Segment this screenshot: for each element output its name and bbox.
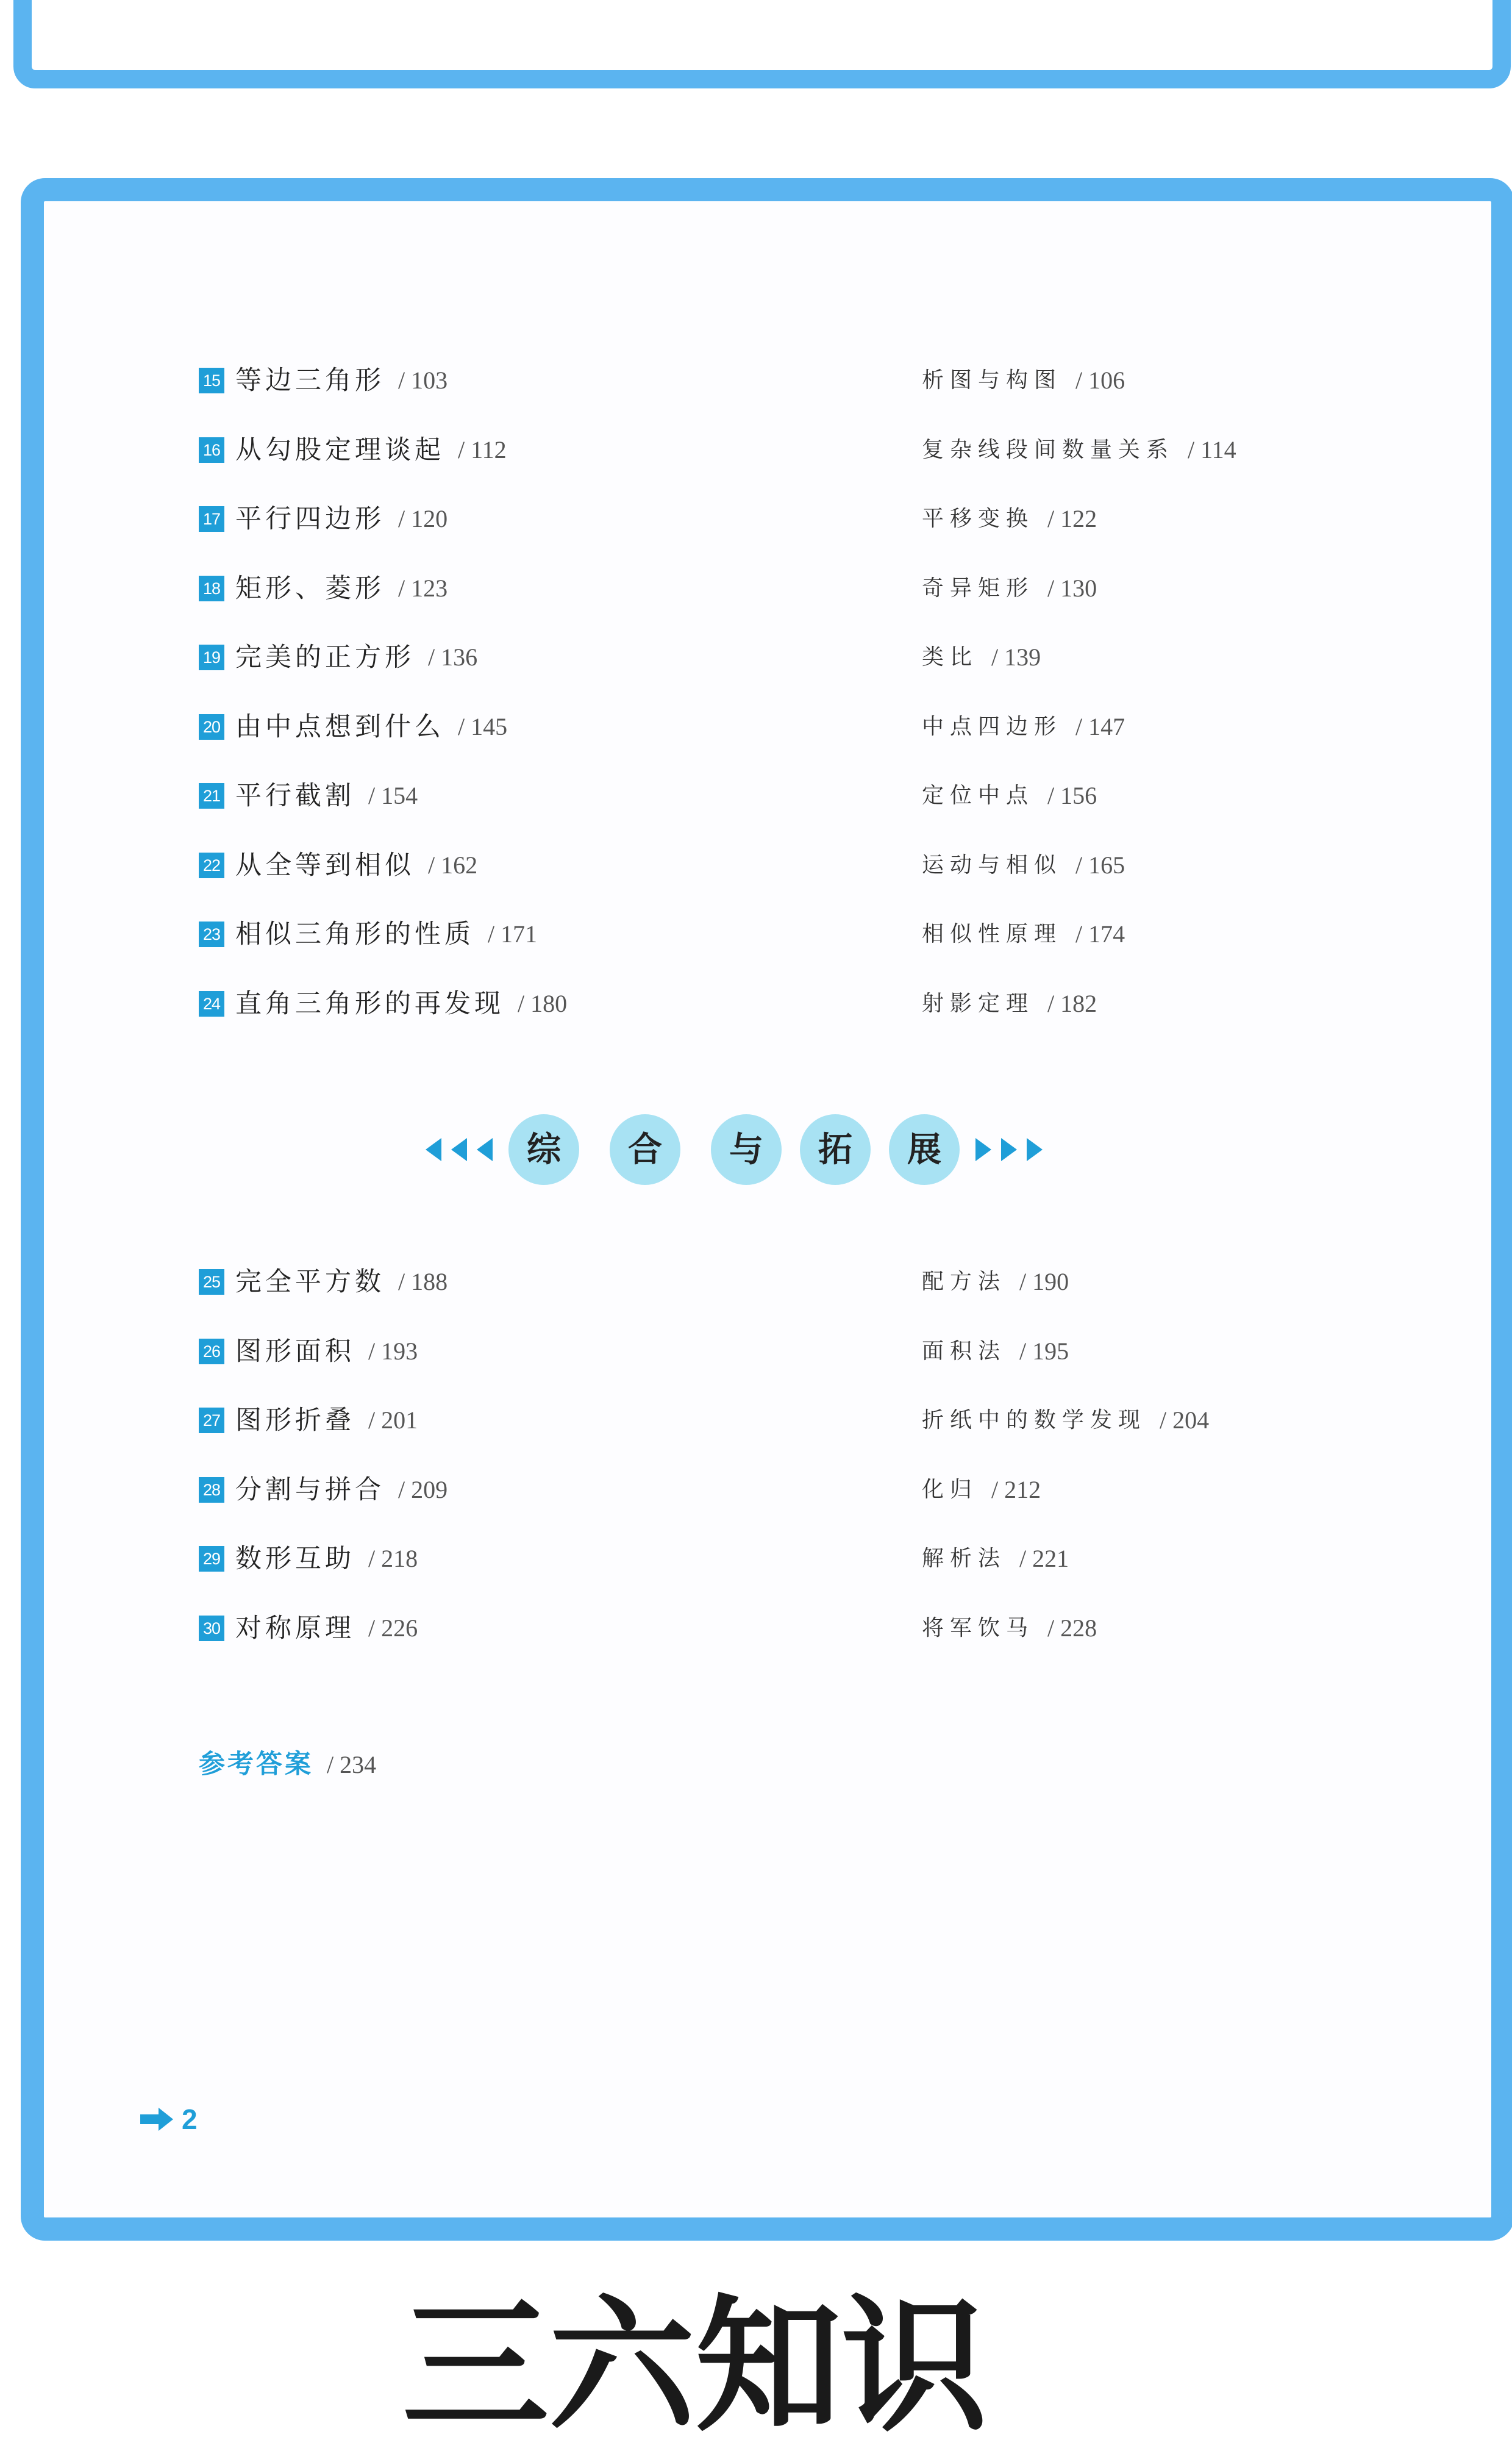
sub-topic-title: 将军饮马: [922, 1615, 1035, 1641]
toc-sub-entry[interactable]: [922, 1611, 1097, 1645]
chapter-page: / 136: [428, 643, 478, 671]
toc-entry[interactable]: [199, 848, 477, 882]
toc-entry[interactable]: [199, 502, 448, 536]
chapter-number-badge: 24: [199, 991, 224, 1017]
chapter-number-badge: 27: [199, 1408, 224, 1433]
toc-sub-entry[interactable]: [922, 710, 1125, 744]
answers-page: / 234: [327, 1751, 377, 1778]
sub-topic-title: 折纸中的数学发现: [922, 1408, 1147, 1433]
toc-sub-entry[interactable]: [922, 433, 1236, 467]
sub-topic-title: 运动与相似: [922, 852, 1063, 878]
chapter-page: / 180: [518, 989, 568, 1017]
chapter-number-badge: 30: [199, 1616, 224, 1641]
chapter-title: 图形折叠: [235, 1405, 355, 1436]
chapter-page: / 218: [368, 1545, 418, 1572]
section-banner: [421, 1113, 1047, 1186]
sub-topic-title: 析图与构图: [922, 368, 1063, 393]
sub-topic-title: 奇异矩形: [922, 575, 1035, 601]
sub-topic-page: / 106: [1075, 367, 1125, 394]
toc-entry[interactable]: [199, 710, 507, 744]
toc-entry[interactable]: [199, 987, 567, 1021]
triangle-left-icon: [477, 1138, 493, 1161]
chapter-page: / 201: [368, 1406, 418, 1434]
sub-topic-page: / 139: [991, 643, 1041, 671]
sub-topic-title: 配方法: [922, 1269, 1007, 1294]
banner-char: 合: [610, 1114, 680, 1185]
toc-entry[interactable]: [199, 1403, 418, 1437]
answers-label: 参考答案: [199, 1749, 313, 1780]
chapter-page: / 226: [368, 1614, 418, 1642]
toc-entry[interactable]: [199, 640, 477, 675]
toc-entry[interactable]: [199, 1542, 418, 1576]
chapter-title: 完全平方数: [235, 1267, 385, 1297]
toc-entry[interactable]: [199, 571, 448, 606]
chapter-title: 对称原理: [235, 1612, 355, 1644]
sub-topic-title: 相似性原理: [922, 922, 1063, 947]
chapter-page: / 123: [398, 574, 448, 602]
page-number: [140, 2103, 198, 2136]
chapter-number-badge: 16: [199, 437, 224, 463]
sub-topic-title: 射影定理: [922, 990, 1035, 1016]
toc-sub-entry[interactable]: [922, 848, 1125, 882]
chapter-page: / 112: [458, 435, 507, 463]
toc-sub-entry[interactable]: [922, 917, 1125, 951]
triangle-right-icon: [1027, 1138, 1043, 1161]
chapter-number-badge: 29: [199, 1546, 224, 1572]
chapter-page: / 193: [368, 1337, 418, 1365]
sub-topic-title: 中点四边形: [922, 714, 1063, 739]
chapter-title: 数形互助: [235, 1544, 355, 1574]
triangle-left-icon: [451, 1138, 467, 1161]
sub-topic-page: / 130: [1047, 574, 1097, 602]
chapter-title: 矩形、菱形: [235, 573, 385, 604]
chapter-number-badge: 28: [199, 1477, 224, 1503]
chapter-page: / 120: [398, 505, 448, 532]
sub-topic-title: 定位中点: [922, 783, 1035, 808]
toc-sub-entry[interactable]: [922, 987, 1097, 1021]
sub-topic-page: / 182: [1047, 989, 1097, 1017]
chapter-number-badge: 20: [199, 714, 224, 740]
toc-entry[interactable]: [199, 1334, 418, 1369]
toc-sub-entry[interactable]: [922, 640, 1041, 675]
toc-entry[interactable]: [199, 363, 448, 398]
sub-topic-title: 平移变换: [922, 506, 1035, 531]
chapter-number-badge: 17: [199, 506, 224, 532]
toc-entry[interactable]: [199, 433, 507, 467]
chapter-title: 平行截割: [235, 781, 355, 811]
sub-topic-page: / 156: [1047, 782, 1097, 809]
chapter-number-badge: 25: [199, 1269, 224, 1295]
toc-sub-entry[interactable]: [922, 363, 1125, 398]
sub-topic-page: / 204: [1160, 1406, 1210, 1434]
sub-topic-page: / 221: [1019, 1545, 1069, 1572]
toc-entry[interactable]: [199, 779, 418, 813]
banner-char: 与: [711, 1114, 782, 1185]
chapter-number-badge: 18: [199, 576, 224, 601]
chapter-title: 完美的正方形: [235, 642, 415, 673]
chapter-title: 分割与拼合: [235, 1474, 385, 1505]
top-card-frame: [13, 0, 1511, 88]
sub-topic-page: / 174: [1075, 920, 1125, 948]
sub-topic-page: / 195: [1019, 1337, 1069, 1365]
toc-sub-entry[interactable]: [922, 1542, 1069, 1576]
toc-sub-entry[interactable]: [922, 1334, 1069, 1369]
banner-char: 展: [889, 1114, 960, 1185]
toc-entry[interactable]: [199, 1473, 448, 1507]
chapter-title: 图形面积: [235, 1336, 355, 1367]
chapter-page: / 154: [368, 782, 418, 809]
toc-sub-entry[interactable]: [922, 1265, 1069, 1299]
banner-char: 综: [508, 1114, 579, 1185]
toc-entry[interactable]: [199, 1611, 418, 1645]
sub-topic-title: 类比: [922, 645, 979, 670]
chapter-number-badge: 23: [199, 922, 224, 947]
chapter-title: 相似三角形的性质: [235, 919, 474, 950]
triangle-right-icon: [1001, 1138, 1017, 1161]
answers-entry[interactable]: [199, 1747, 376, 1782]
sub-topic-title: 解析法: [922, 1546, 1007, 1571]
chapter-title: 等边三角形: [235, 365, 385, 396]
triangle-left-icon: [426, 1138, 441, 1161]
sub-topic-page: / 165: [1075, 851, 1125, 879]
toc-sub-entry[interactable]: [922, 1473, 1041, 1507]
chapter-title: 从勾股定理谈起: [235, 434, 444, 465]
chapter-page: / 162: [428, 851, 478, 879]
chapter-title: 平行四边形: [235, 504, 385, 534]
chapter-title: 由中点想到什么: [235, 711, 444, 742]
chapter-number-badge: 21: [199, 783, 224, 809]
chapter-number-badge: 26: [199, 1339, 224, 1364]
chapter-title: 直角三角形的再发现: [235, 988, 504, 1019]
chapter-number-badge: 19: [199, 645, 224, 670]
sub-topic-title: 面积法: [922, 1338, 1007, 1364]
toc-entry[interactable]: [199, 917, 537, 951]
chapter-number-badge: 15: [199, 368, 224, 393]
sub-topic-page: / 228: [1047, 1614, 1097, 1642]
sub-topic-page: / 147: [1075, 712, 1125, 740]
banner-char: 拓: [800, 1114, 871, 1185]
chapter-number-badge: 22: [199, 853, 224, 878]
chapter-page: / 188: [398, 1268, 448, 1295]
sub-topic-title: 复杂线段间数量关系: [922, 437, 1175, 462]
toc-sub-entry[interactable]: [922, 1403, 1209, 1437]
chapter-page: / 145: [458, 712, 508, 740]
toc-sub-entry[interactable]: [922, 502, 1097, 536]
bottom-banner-text: 三六知识: [402, 2285, 988, 2448]
chapter-page: / 171: [488, 920, 538, 948]
toc-sub-entry[interactable]: [922, 571, 1097, 606]
sub-topic-page: / 114: [1188, 435, 1236, 463]
toc-entry[interactable]: [199, 1265, 448, 1299]
sub-topic-page: / 122: [1047, 505, 1097, 532]
toc-card-frame: [21, 178, 1512, 2241]
sub-topic-page: / 190: [1019, 1268, 1069, 1295]
chapter-page: / 103: [398, 367, 448, 394]
sub-topic-page: / 212: [991, 1475, 1041, 1503]
page-number-text: 2: [182, 2103, 198, 2135]
chapter-title: 从全等到相似: [235, 850, 415, 881]
toc-sub-entry[interactable]: [922, 779, 1097, 813]
chapter-page: / 209: [398, 1475, 448, 1503]
sub-topic-title: 化归: [922, 1476, 979, 1502]
triangle-right-icon: [975, 1138, 991, 1161]
arrow-right-icon: [140, 2108, 173, 2131]
